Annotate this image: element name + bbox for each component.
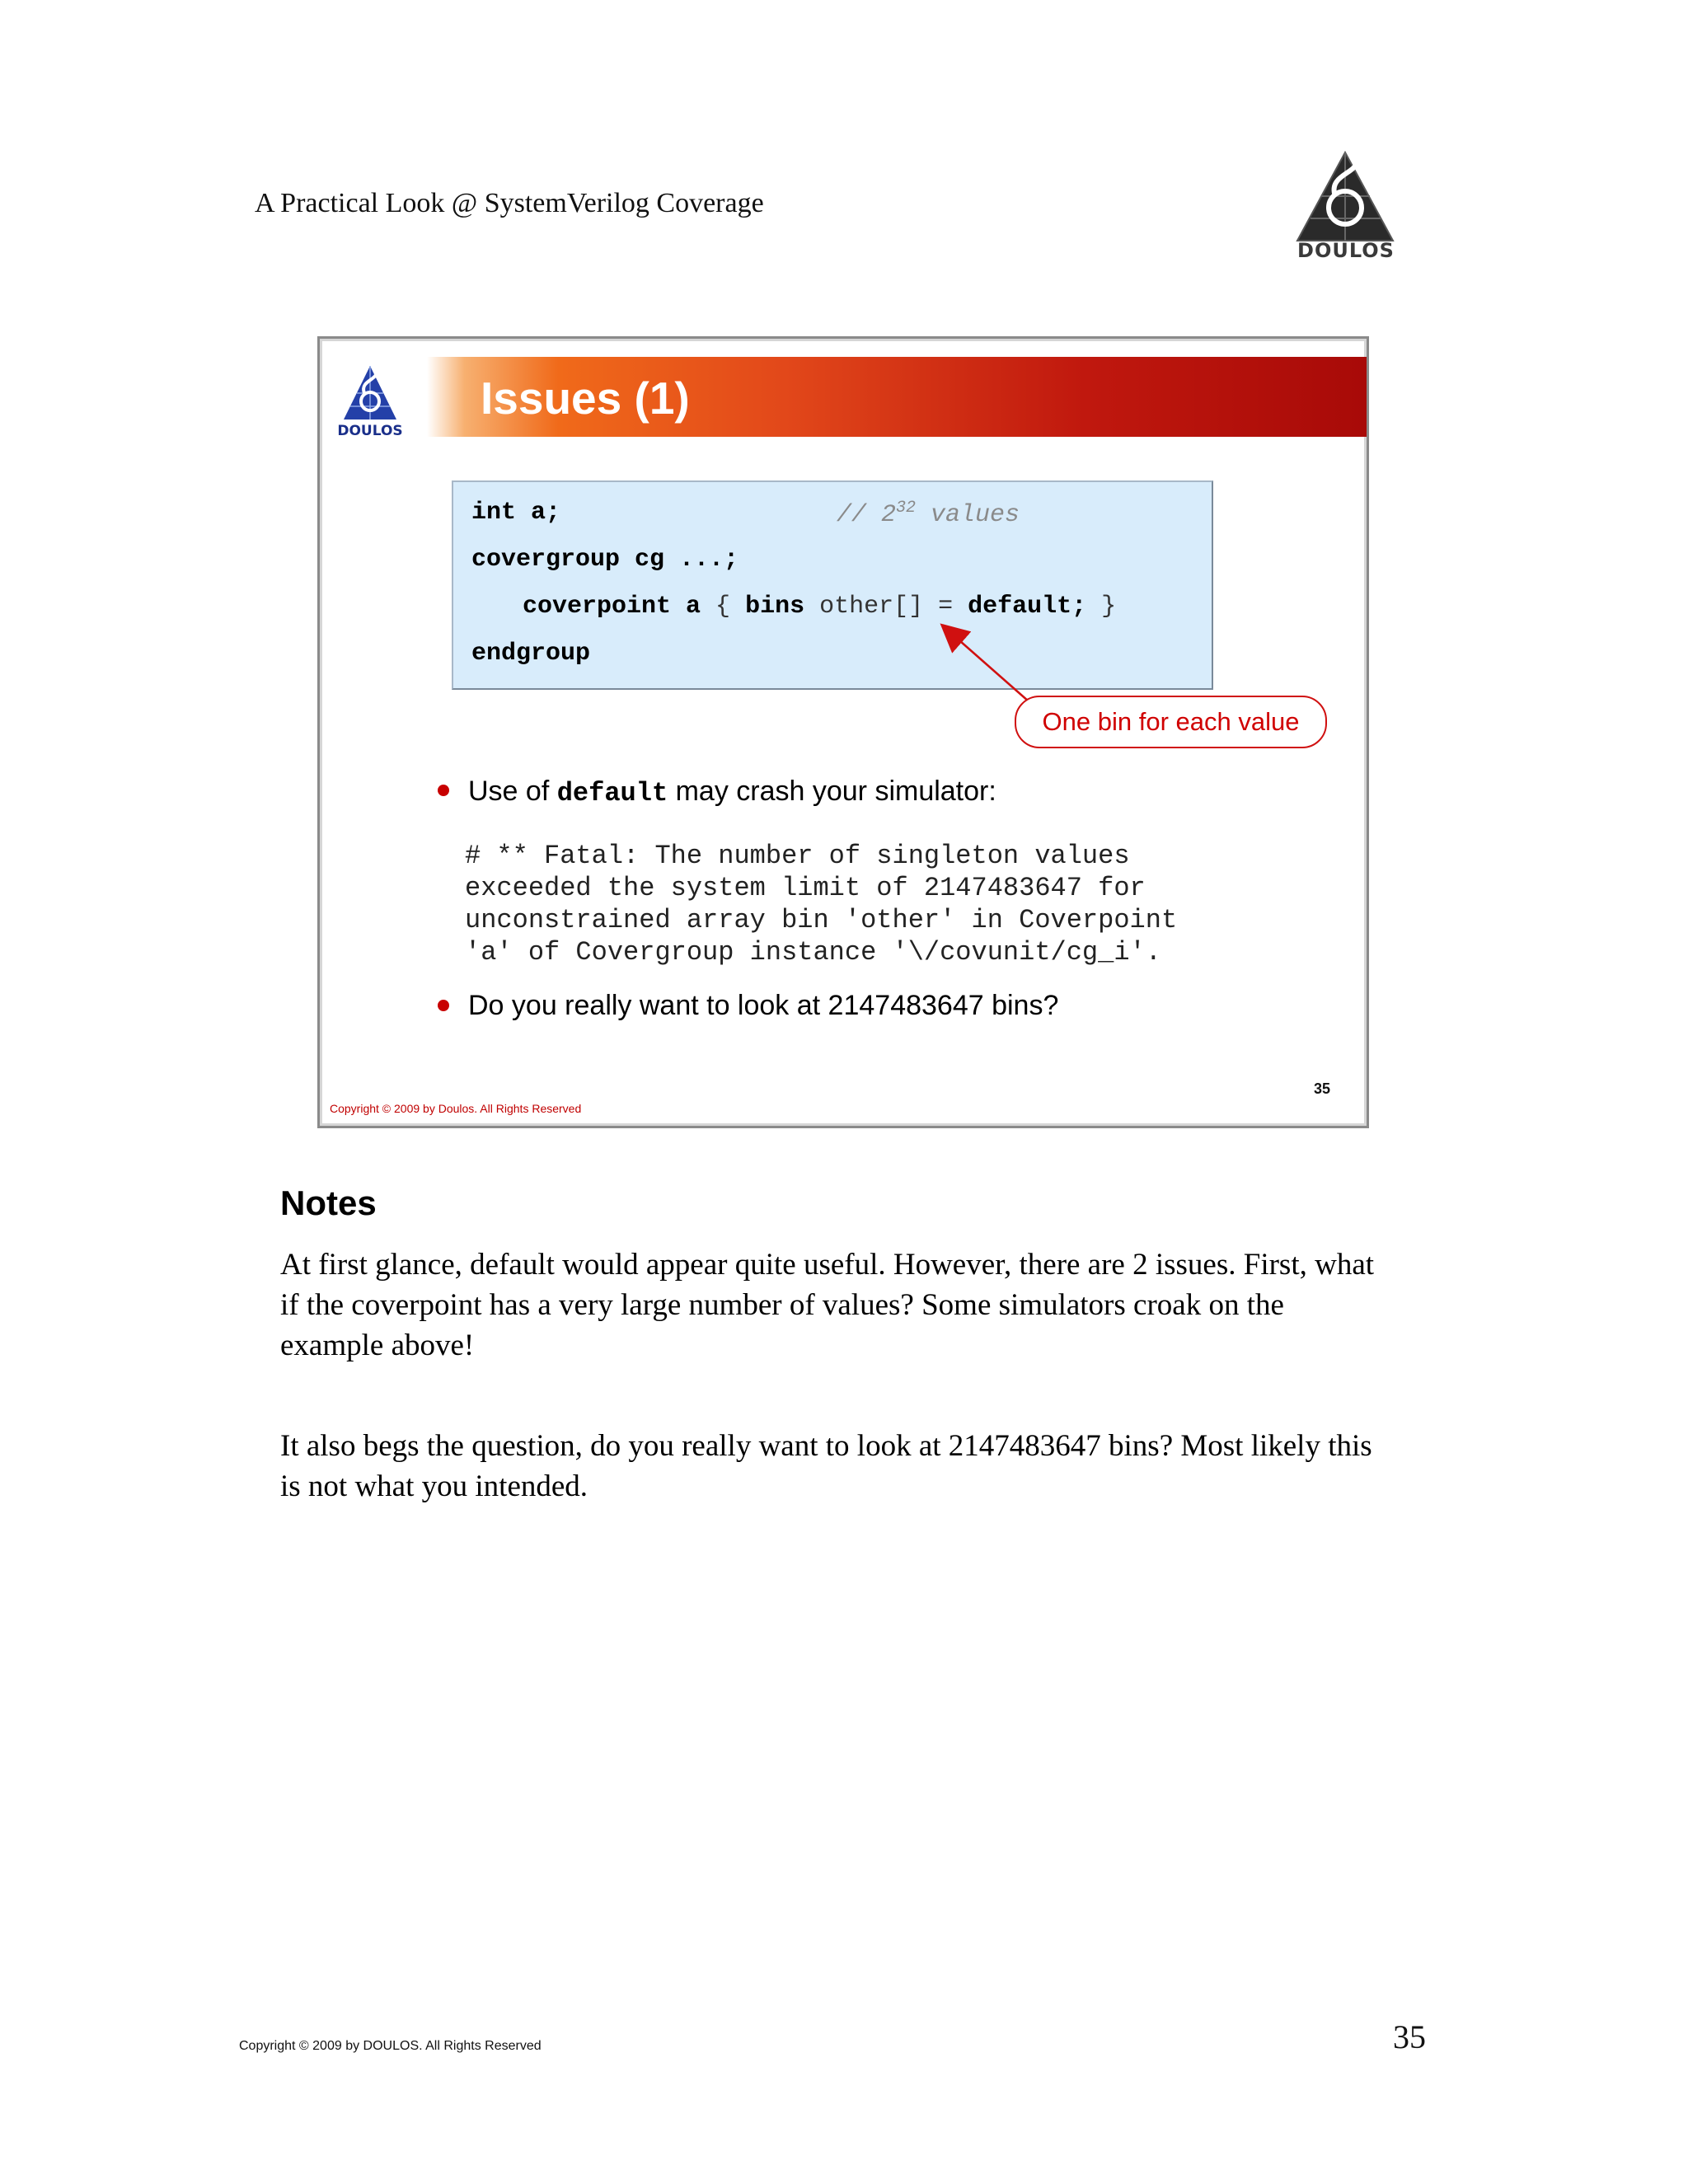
notes-paragraph-1: At first glance, default would appear quite useful. However, there are 2 issues. First, what if the coverpoint has a very large number of values? Some simulators croak on the example above! [280, 1248, 1375, 1362]
fatal-error-message: # ** Fatal: The number of singleton values exceeded the system limit of 2147483647 for unconstrained array bin 'other' in Coverpoint 'a' of Covergroup instance '\/covunit/cg_i'. [465, 841, 1178, 968]
doulos-slide-logo-text: DOULOS [337, 423, 403, 439]
slide-number: 35 [1314, 1080, 1331, 1097]
callout-one-bin: One bin for each value [1015, 696, 1327, 748]
code-comment-prefix: // 2 [837, 501, 897, 529]
doulos-slide-logo-icon [341, 363, 399, 425]
code-example-box [452, 480, 1213, 690]
slide-copyright: Copyright © 2009 by Doulos. All Rights Reserved [330, 1102, 582, 1115]
doulos-logo-text: DOULOS [1297, 239, 1395, 262]
code-line-2: covergroup cg ...; [471, 546, 739, 574]
code-bins-keyword: bins [745, 593, 805, 621]
page-header-title: A Practical Look @ SystemVerilog Coverage [255, 188, 764, 218]
bullet-2: Do you really want to look at 2147483647 bins? [468, 990, 1059, 1021]
notes-heading: Notes [280, 1183, 377, 1222]
bullet-dot-2 [438, 1000, 449, 1011]
code-int-declaration: int a; [471, 499, 561, 527]
code-line-4: endgroup [471, 640, 591, 668]
code-comment-superscript: 32 [896, 499, 917, 518]
notes-paragraph-2: It also begs the question, do you really want to look at 2147483647 bins? Most likely this is not what you intended. [280, 1429, 1372, 1503]
code-plain-3: } [1086, 593, 1117, 621]
code-comment-suffix: values [916, 501, 1020, 529]
code-plain-2: other[] = [804, 593, 968, 621]
code-default-keyword: default; [968, 593, 1087, 621]
page-number: 35 [1393, 2018, 1426, 2055]
bullet-1-prefix: Use of [468, 776, 557, 807]
bullet-dot-1 [438, 785, 449, 796]
bullet-1-suffix: may crash your simulator: [668, 776, 996, 807]
slide-title: Issues (1) [481, 373, 690, 424]
code-comment [837, 499, 1020, 529]
footer-copyright: Copyright © 2009 by DOULOS. All Rights Reserved [239, 2039, 542, 2053]
code-coverpoint-keyword: coverpoint a [523, 593, 701, 621]
slide-frame [317, 336, 1369, 1128]
bullet-1-code: default [556, 778, 668, 808]
code-line-3 [523, 593, 1116, 621]
code-plain-1: { [701, 593, 746, 621]
code-line-1 [471, 499, 560, 527]
bullet-1 [468, 776, 996, 808]
